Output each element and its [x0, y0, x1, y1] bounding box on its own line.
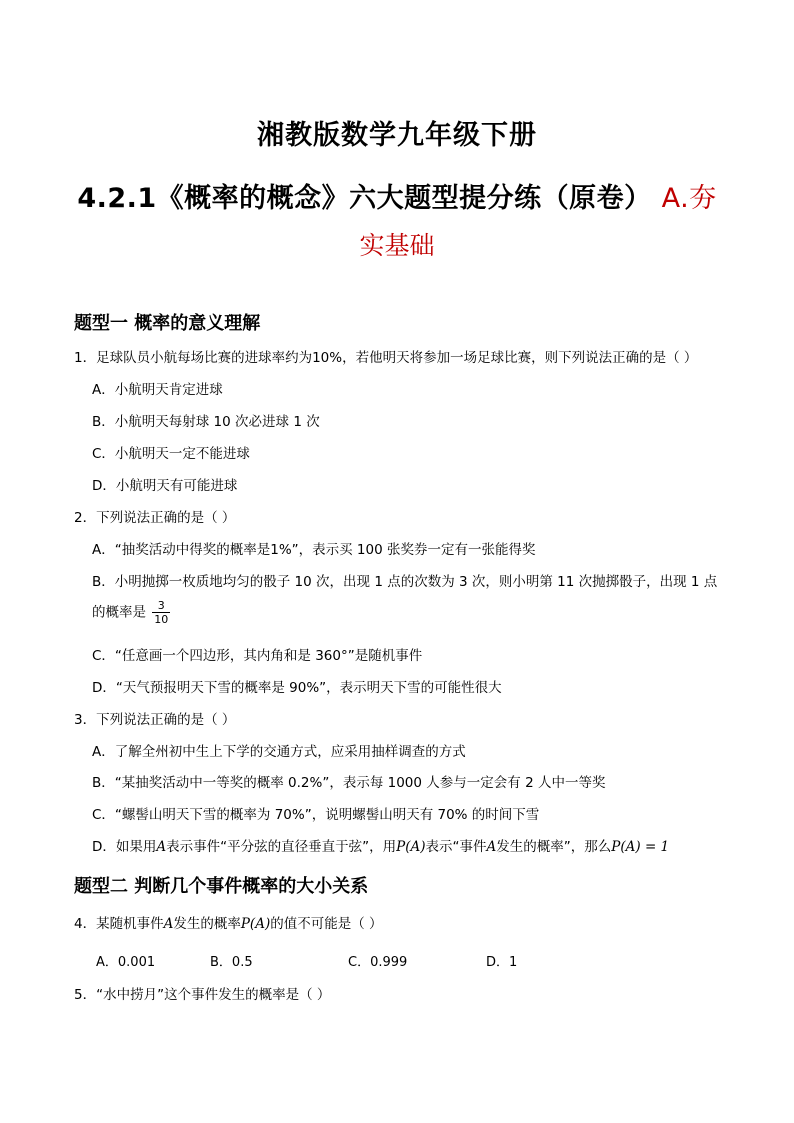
- question-3-option-b: B．“某抽奖活动中一等奖的概率 0.2%”，表示每 1000 人参与一定会有 2 人中一等奖: [92, 775, 606, 791]
- question-3-option-a: A．了解全州初中生上下学的交通方式，应采用抽样调查的方式: [92, 744, 466, 760]
- q4-expr-pa: P(A): [240, 916, 271, 932]
- question-2-option-b: B．小明抛掷一枚质地均匀的骰子 10 次，出现 1 点的次数为 3 次，则小明第 11 次抛掷骰子，出现 1 点: [92, 574, 718, 590]
- q3-d-expr-pa: P(A): [396, 839, 426, 855]
- question-3-option-d: [92, 835, 669, 855]
- q4-text-2: 发生的概率: [173, 916, 241, 932]
- section-heading-2: 题型二 判断几个事件概率的大小关系: [74, 876, 369, 897]
- question-2-option-c: C．“任意画一个四边形，其内角和是 360°”是随机事件: [92, 648, 423, 664]
- question-2-option-b-text: 的概率是: [92, 604, 146, 621]
- question-4-option-c: C．0.999: [348, 955, 408, 970]
- question-5-stem: 5．“水中捞月”这个事件发生的概率是（ ）: [74, 987, 331, 1003]
- question-2-option-a: A．“抽奖活动中得奖的概率是1%”，表示买 100 张奖券一定有一张能得奖: [92, 542, 536, 558]
- question-2-option-b-continued: [92, 599, 170, 626]
- q4-text-3: 的值不可能是（ ）: [270, 916, 383, 932]
- question-1-option-c: C．小航明天一定不能进球: [92, 446, 250, 462]
- question-4-option-d: D．1: [486, 955, 518, 970]
- question-1-option-d: D．小航明天有可能进球: [92, 478, 238, 494]
- q3-d-expr-eq: P(A) = 1: [611, 839, 670, 855]
- question-2-option-d: D．“天气预报明天下雪的概率是 90%”，表示明天下雪的可能性很大: [92, 680, 502, 696]
- document-title: 湘教版数学九年级下册: [257, 120, 537, 151]
- subtitle-main: 4.2.1《概率的概念》六大题型提分练（原卷）: [77, 183, 652, 214]
- subtitle-level-tag: A.夯: [661, 183, 717, 214]
- q3-d-var-a: A: [156, 839, 167, 855]
- question-3-stem: 3．下列说法正确的是（ ）: [74, 712, 236, 728]
- q3-d-var-a2: A: [486, 839, 497, 855]
- fraction-denominator: 10: [154, 613, 169, 626]
- question-1-stem: 1．足球队员小航每场比赛的进球率约为10%，若他明天将参加一场足球比赛，则下列说法正确的是（ ）: [74, 350, 698, 366]
- subtitle-level-tag-continued: 实基础: [359, 231, 435, 260]
- question-4-stem: [74, 912, 383, 932]
- document-subtitle: [0, 176, 794, 215]
- section-heading-1: 题型一 概率的意义理解: [74, 313, 261, 334]
- q3-d-text-3: 表示“事件: [425, 839, 487, 855]
- q3-d-text-2: 表示事件“平分弦的直径垂直于弦”，用: [166, 839, 397, 855]
- q4-text-1: 4．某随机事件: [74, 916, 164, 932]
- q3-d-text-4: 发生的概率”，那么: [496, 839, 612, 855]
- question-2-stem: 2．下列说法正确的是（ ）: [74, 510, 236, 526]
- question-1-option-a: A．小航明天肯定进球: [92, 382, 223, 398]
- fraction-three-tenths: [152, 599, 170, 626]
- question-1-option-b: B．小航明天每射球 10 次必进球 1 次: [92, 414, 320, 430]
- q4-var-a: A: [163, 916, 174, 932]
- fraction-numerator: 3: [152, 599, 170, 613]
- question-3-option-c: C．“螺髻山明天下雪的概率为 70%”，说明螺髻山明天有 70% 的时间下雪: [92, 807, 540, 823]
- q3-d-text-1: D．如果用: [92, 839, 157, 855]
- question-4-option-a: A．0.001: [96, 955, 156, 970]
- question-4-option-b: B．0.5: [210, 955, 253, 970]
